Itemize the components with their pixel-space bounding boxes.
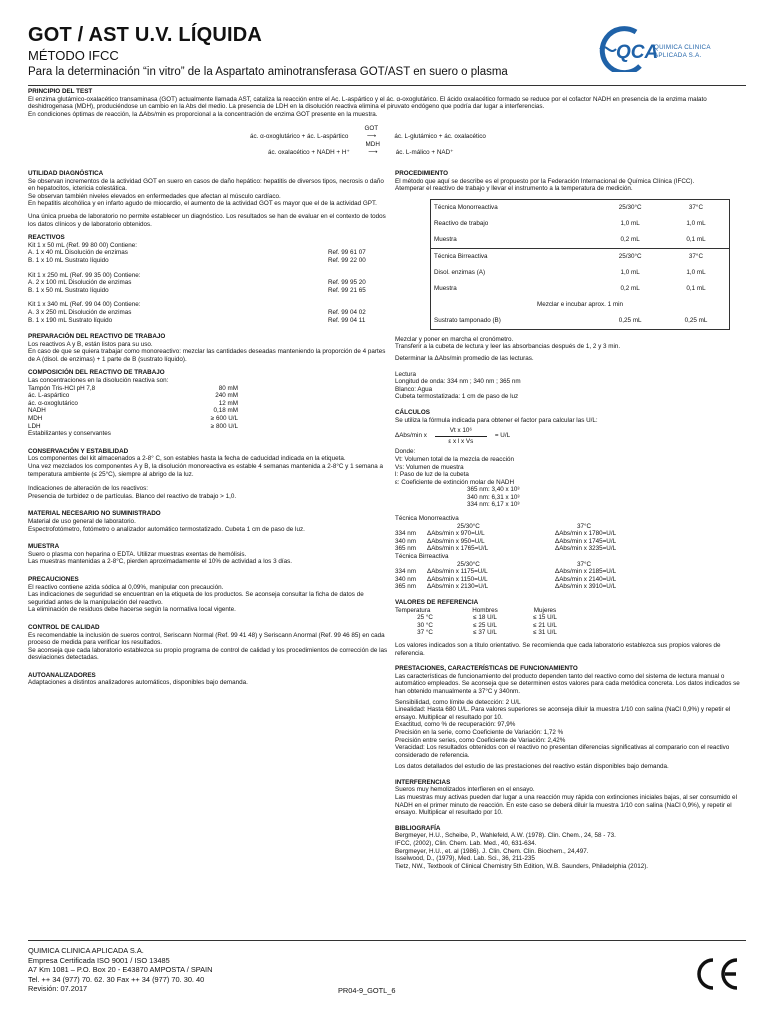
bibliography-item: Bergmeyer, H.U., Scheibe, P., Wahlefeld, A.W. (1978). Clin. Chem., 24, 58 - 73. [395,832,616,840]
section-heading: CONSERVACIÓN Y ESTABILIDAD [28,447,129,455]
document-title: GOT / AST U.V. LÍQUIDA [28,24,263,46]
table-row: Técnica Birreactiva 25/30°C 37°C [431,248,730,265]
footer-company-info: QUIMICA CLINICA APLICADA S.A. Empresa Certificada ISO 9001 / ISO 13485 A7 Km 1081 – P.O. Box 20 - E43870 AMPOSTA / SPAIN Tel. ++ 34 (977) 70. 62. 30 Fax ++ 34 (977) 70. 30. 40 Revisión: 07.2017 [28,946,213,993]
reaction-equations [250,125,486,157]
left-column: UTILIDAD DIAGNÓSTICA Se observan incrementos de la actividad GOT en suero en casos de daño hepático: hepatitis de diversos tipos, necrosis o daño en hepatocitos, ictericia colestática. Se observan también niveles elevados en enfermedades que afectan al músculo cardíaco. En hepatitis alcohólica y en infarto agudo de miocardio, el aumento de la actividad GOT es mayor que el de la actividad GPT. Una única prueba de laboratorio no permite establecer un diagnóstico. Los resultados se han de evaluar en el contexto de todos los datos clínicos y de laboratorio obtenidos. REACTIVOS Kit 1 x 50 mL (Ref. 99 80 00) Contiene: A. 1 x 40 mL Disolución de enzimas Ref. 99 61 07 B. 1 x 10 mL Sustrato líquido Ref. 99 22 00 Kit 1 x 250 mL (Ref. 99 35 00) Contiene: A. 2 x 100 mL Disolución de enzimas Ref. 99 95 20 B. 1 x 50 mL Sustrato líquido Ref. 99 21 65 Kit 1 x 340 mL (Ref. 99 04 00) Contiene: A. 3 x 250 mL Disolución de enzimas Ref. 99 04 02 B. 1 x 190 mL Sustrato líquido Ref. 99 04 11 PREPARACIÓN DEL REACTIVO DE TRABAJO Los reactivos A y B, están listos para su uso. En caso de que se quiera trabajar como monoreactivo: mezclar las cantidades deseadas manteniendo la proporción de 4 partes de A (disol. de enzimas) + 1 parte de B (sustrato líquido). COMPOSICIÓN DEL REACTIVO DE TRABAJO Las concentraciones en la disolución reactiva son: Tampón Tris-HCl pH 7,8 80 mM ác. L-aspártico 240 mM ác. α-oxoglutárico 12 mM NADH 0,18 mM MDH ≥ 600 U/L LDH ≥ 800 U/L Estabilizantes y conservantes CONSERVACIÓN Y ESTABILIDAD Los componentes del kit almacenados a 2-8° C, son estables hasta la fecha de caducidad indicada en la etiqueta. Una vez mezclados los componentes A y B, la disolución monoreactiva es estable 4 semanas mantenida a 2-8°C y 1 semana a temperatura ambiente (≤ 25°C), siempre al abrigo de la luz. Indicaciones de alteración de los reactivos: Presencia de turbidez o de partículas. Blanco del reactivo de trabajo > 1,0. MATERIAL NECESARIO NO SUMINISTRADO Material de uso general de laboratorio. Espectrofotómetro, fotómetro o analizador automático termostatizado. Cubeta 1 cm de paso de luz. MUESTRA Suero o plasma con heparina o EDTA. Utilizar muestras exentas de hemólisis. Las muestras mantenidas a 2-8°C, pierden aproximadamente el 10% de actividad a los 3 días. PRECAUCIONES El reactivo contiene azida sódica al 0,09%, manipular con precaución. Las indicaciones de seguridad se encuentran en la etiqueta de los productos. Se aconseja consultar la ficha de datos de seguridad antes de la manipulación del reactivo. La eliminación de residuos debe hacerse según la normativa local vigente. CONTROL DE CALIDAD Es recomendable la inclusión de sueros control, Seriscann Normal (Ref. 99 41 48) y Seriscann Anormal (Ref. 99 46 85) en cada proceso de medida para verificar los resultados. Se aconseja que cada laboratorio establezca su propio programa de control de calidad y los procedimientos de corrección de las desviaciones detectadas. AUTOANALIZADORES Adaptaciones a distintos analizadores automáticos, disponibles bajo demanda. [28,170,388,687]
method-name: MÉTODO IFCC [28,48,119,63]
bibliography-item: Bergmeyer, H.U., et. al (1986). J. Clin. Chem. Clin. Biochem., 24,497. [395,847,589,855]
table-row: Mezclar e incubar aprox. 1 min [536,300,624,308]
procedure-table [430,199,730,330]
document-subtitle: Para la determinación “in vitro” de la Aspartato aminotransferasa GOT/AST en suero o plasma [28,66,508,78]
section-heading: MATERIAL NECESARIO NO SUMINISTRADO [28,510,161,518]
kit-item: A. 1 x 40 mL Disolución de enzimas Ref. 99 61 07 [28,249,366,257]
kit-item: A. 2 x 100 mL Disolución de enzimas Ref. 99 95 20 [28,279,366,287]
footer-divider [28,940,746,941]
section-heading: PREPARACIÓN DEL REACTIVO DE TRABAJO [28,333,166,341]
document-header [28,24,588,79]
section-heading: UTILIDAD DIAGNÓSTICA [28,170,104,177]
section-heading: BIBLIOGRAFÍA [395,824,441,832]
section-heading: COMPOSICIÓN DEL REACTIVO DE TRABAJO [28,369,165,377]
arrow-icon: ⟶ [366,133,376,140]
bibliography-item: Isselwood, D., (1979), Med. Lab. Sci., 36, 211-235 [395,855,535,863]
section-heading: PRINCIPIO DEL TEST [28,88,93,95]
section-heading: PROCEDIMIENTO [395,170,449,177]
section-heading: VALORES DE REFERENCIA [395,599,479,606]
section-heading: INTERFERENCIAS [395,778,451,786]
kit-item: B. 1 x 50 mL Sustrato líquido Ref. 99 21 65 [28,286,366,294]
bibliography-item: IFCC, (2002), Clin. Chem. Lab. Med., 40, 631-634. [395,840,537,848]
table-row: Sustrato tamponado (B) 0,25 mL 0,25 mL [434,316,708,324]
logo-company-name: QUIMICA CLINICA APLICADA S.A. [654,44,711,59]
table-row: Muestra 0,2 mL 0,1 mL [434,235,706,243]
table-row: Reactivo de trabajo 1,0 mL 1,0 mL [434,219,706,227]
section-heading: PRECAUCIONES [28,575,79,583]
section-heading: PRESTACIONES, CARACTERÍSTICAS DE FUNCIONAMIENTO [395,665,578,673]
table-row: Disol. enzimas (A) 1,0 mL 1,0 mL [434,268,706,276]
principle-text: El enzima glutámico-oxalacético transaminasa (GOT) actualmente llamada AST, cataliza la reacción entre el Ac. L-aspártico y el ác. α-oxoglutárico. El ácido oxalacético formado se reduce por el cofactor NADH en presencia de la enzima malato deshidrogenasa (MDH), produciéndose un cambio en la Abs del medio. La presencia de LDH en la disolución reactiva elimina el piruvato endógeno que podría dar lugar a interferencias. [28,95,707,111]
section-heading: REACTIVOS [28,234,65,242]
section-heading: AUTOANALIZADORES [28,671,96,679]
kit-item: B. 1 x 190 mL Sustrato líquido Ref. 99 04 11 [28,316,366,324]
factor-table-bi: 334 nm 340 nm 365 nm 25/30°C ΔAbs/min x 1175=U/L ΔAbs/min x 1150=U/L ΔAbs/min x 2130=U/L 37°C ΔAbs/min x 2185=U/L ΔAbs/min x 2140=U/L ΔAbs/min x 3910=U/L [395,560,617,591]
section-heading: CÁLCULOS [395,408,430,416]
document-code: PR04-9_GOTL_6 [338,986,396,995]
reaction-2: ác. oxalacético + NADH + H⁺ MDH ⟶ ác. L-málico + NAD⁺ [268,141,454,156]
table-row: Muestra 0,2 mL 0,1 mL [434,284,706,292]
principle-text-2: En condiciones óptimas de reacción, la ΔAbs/min es proporcional a la concentración de enzima GOT presente en la muestra. [28,110,378,118]
section-heading: CONTROL DE CALIDAD [28,623,100,631]
table-row: Técnica Monorreactiva 25/30°C 37°C [434,203,703,211]
formula: ΔAbs/min x Vt x 10⁶ ε x l x Vs = U/L [395,427,511,445]
kit-item: A. 3 x 250 mL Disolución de enzimas Ref. 99 04 02 [28,308,366,316]
header-divider [28,85,746,86]
ce-mark-icon [693,956,743,992]
bibliography-item: Tietz, NW., Textbook of Clinical Chemistry 5th Edition, W.B. Saunders, Philadelphia (2012). [395,862,649,870]
reaction-1: ác. α-oxoglutárico + ác. L-aspártico GOT ⟶ ác. L-glutámico + ác. oxalacético [250,125,486,140]
right-column: PROCEDIMIENTO El método que aquí se describe es el propuesto por la Federación Internacional de Química Clínica (IFCC). Atemperar el reactivo de trabajo y llevar el instrumento a la temperatura de medición. Técnica Monorreactiva 25/30°C 37°C Reactivo de trabajo 1,0 mL 1,0 mL Muestra 0,2 mL 0,1 mL Técnica Birreactiva 25/30°C 37°C Disol. enzimas (A) 1,0 mL 1,0 mL Muestra 0,2 mL 0,1 mL Mezclar e incubar aprox. 1 min Sustrato tamponado (B) 0,25 mL 0,25 mL Mezclar y poner en marcha el cronómetro. Transferir a la cubeta de lectura y leer las absorbancias después de 1, 2 y 3 min. Determinar la ΔAbs/min promedio de las lecturas. Lectura Longitud de onda: 334 nm ; 340 nm ; 365 nm Blanco: Agua Cubeta termostatizada: 1 cm de paso de luz CÁLCULOS Se utiliza la fórmula indicada para obtener el factor para calcular las U/L: ΔAbs/min x Vt x 10⁶ ε x l x Vs = U/L Donde: Vt: Volumen total de la mezcla de reacción Vs: Volumen de muestra l: Paso de luz de la cubeta ε: Coeficiente de extinción molar de NADH 365 nm: 3,40 x 10³ 340 nm: 6,31 x 10³ 334 nm: 6,17 x 10³ Técnica Monorreactiva 334 nm 340 nm 365 nm 25/30°C ΔAbs/min x 970=U/L ΔAbs/min x 950=U/L ΔAbs/min x 1765=U/L 37°C ΔAbs/min x 1780=U/L ΔAbs/min x 1745=U/L ΔAbs/min x 3235=U/L Técnica Birreactiva 334 nm 340 nm 365 nm 25/30°C ΔAbs/min x 1175=U/L ΔAbs/min x 1150=U/L ΔAbs/min x 2130=U/L 37°C ΔAbs/min x 2185=U/L ΔAbs/min x 2140=U/L ΔAbs/min x 3910=U/L VALORES DE REFERENCIA Temperatura Hombres Mujeres 25 °C ≤ 18 U/L ≤ 15 U/L 30 °C ≤ 25 U/L ≤ 21 U/L 37 °C ≤ 37 U/L ≤ 31 U/L Los valores indicados son a título orientativo. Se recomienda que cada laboratorio establezca sus propios valores de referencia. PRESTACIONES, CARACTERÍSTICAS DE FUNCIONAMIENTO Las características de funcionamiento del producto dependen tanto del reactivo como del sistema de lectura manual o automático empleados. Se aconseja que se determinen estos valores para cada metódica concreta. Los datos indicados se han obtenido manualmente a 37°C y 340nm. Sensibilidad, como límite de detección: 2 U/L Linealidad: Hasta 680 U/L. Para valores superiores se aconseja diluir la muestra 1/10 con salina (NaCl 0,9%) y repetir el ensayo. Multiplicar el resultado por 10. Exactitud, como % de recuperación: 97,9% Precisión en la serie, como Coeficiente de Variación: 1,72 % Precisión entre series, como Coeficiente de Variación: 2,42% Veracidad: Los resultados obtenidos con el reactivo no presentan diferencias significativas al comparario con el reactivo considerado de referencia. Los datos detallados del estudio de las prestaciones del reactivo están disponibles bajo demanda. INTERFERENCIAS Sueros muy hemolizados interfieren en el ensayo. Las muestras muy activas pueden dar lugar a una reacción muy rápida con extinciones iniciales bajas, al ser consumido el NADH en el primer minuto de reacción. En este caso se deberá diluir la muestra 1/10 con salina (NaCl 0,9%), y repetir el ensayo. Multiplicar el resultado por 10. BIBLIOGRAFÍA Bergmeyer, H.U., Scheibe, P., Wahlefeld, A.W. (1978). Clin. Chem., 24, 58 - 73. IFCC, (2002), Clin. Chem. Lab. Med., 40, 631-634. Bergmeyer, H.U., et. al (1986). J. Clin. Chem. Clin. Biochem., 24,497. Isselwood, D., (1979), Med. Lab. Sci., 36, 211-235 Tietz, NW., Textbook of Clinical Chemistry 5th Edition, W.B. Saunders, Philadelphia (2012). [395,170,747,870]
arrow-icon: ⟶ [368,149,378,156]
composition-list: Tampón Tris-HCl pH 7,8 80 mM ác. L-aspártico 240 mM ác. α-oxoglutárico 12 mM NADH 0,18 mM MDH ≥ 600 U/L LDH ≥ 800 U/L [28,384,238,430]
reference-values: Temperatura Hombres Mujeres 25 °C ≤ 18 U/L ≤ 15 U/L 30 °C ≤ 25 U/L ≤ 21 U/L 37 °C ≤ 37 U/L ≤ 31 U/L [395,606,557,637]
logo-letters: QCA [616,42,659,63]
factor-table-mono: 334 nm 340 nm 365 nm 25/30°C ΔAbs/min x 970=U/L ΔAbs/min x 950=U/L ΔAbs/min x 1765=U/L 37°C ΔAbs/min x 1780=U/L ΔAbs/min x 1745=U/L ΔAbs/min x 3235=U/L [395,522,617,553]
principle-section [28,88,746,118]
kit-item: B. 1 x 10 mL Sustrato líquido Ref. 99 22 00 [28,256,366,264]
section-heading: MUESTRA [28,543,60,551]
